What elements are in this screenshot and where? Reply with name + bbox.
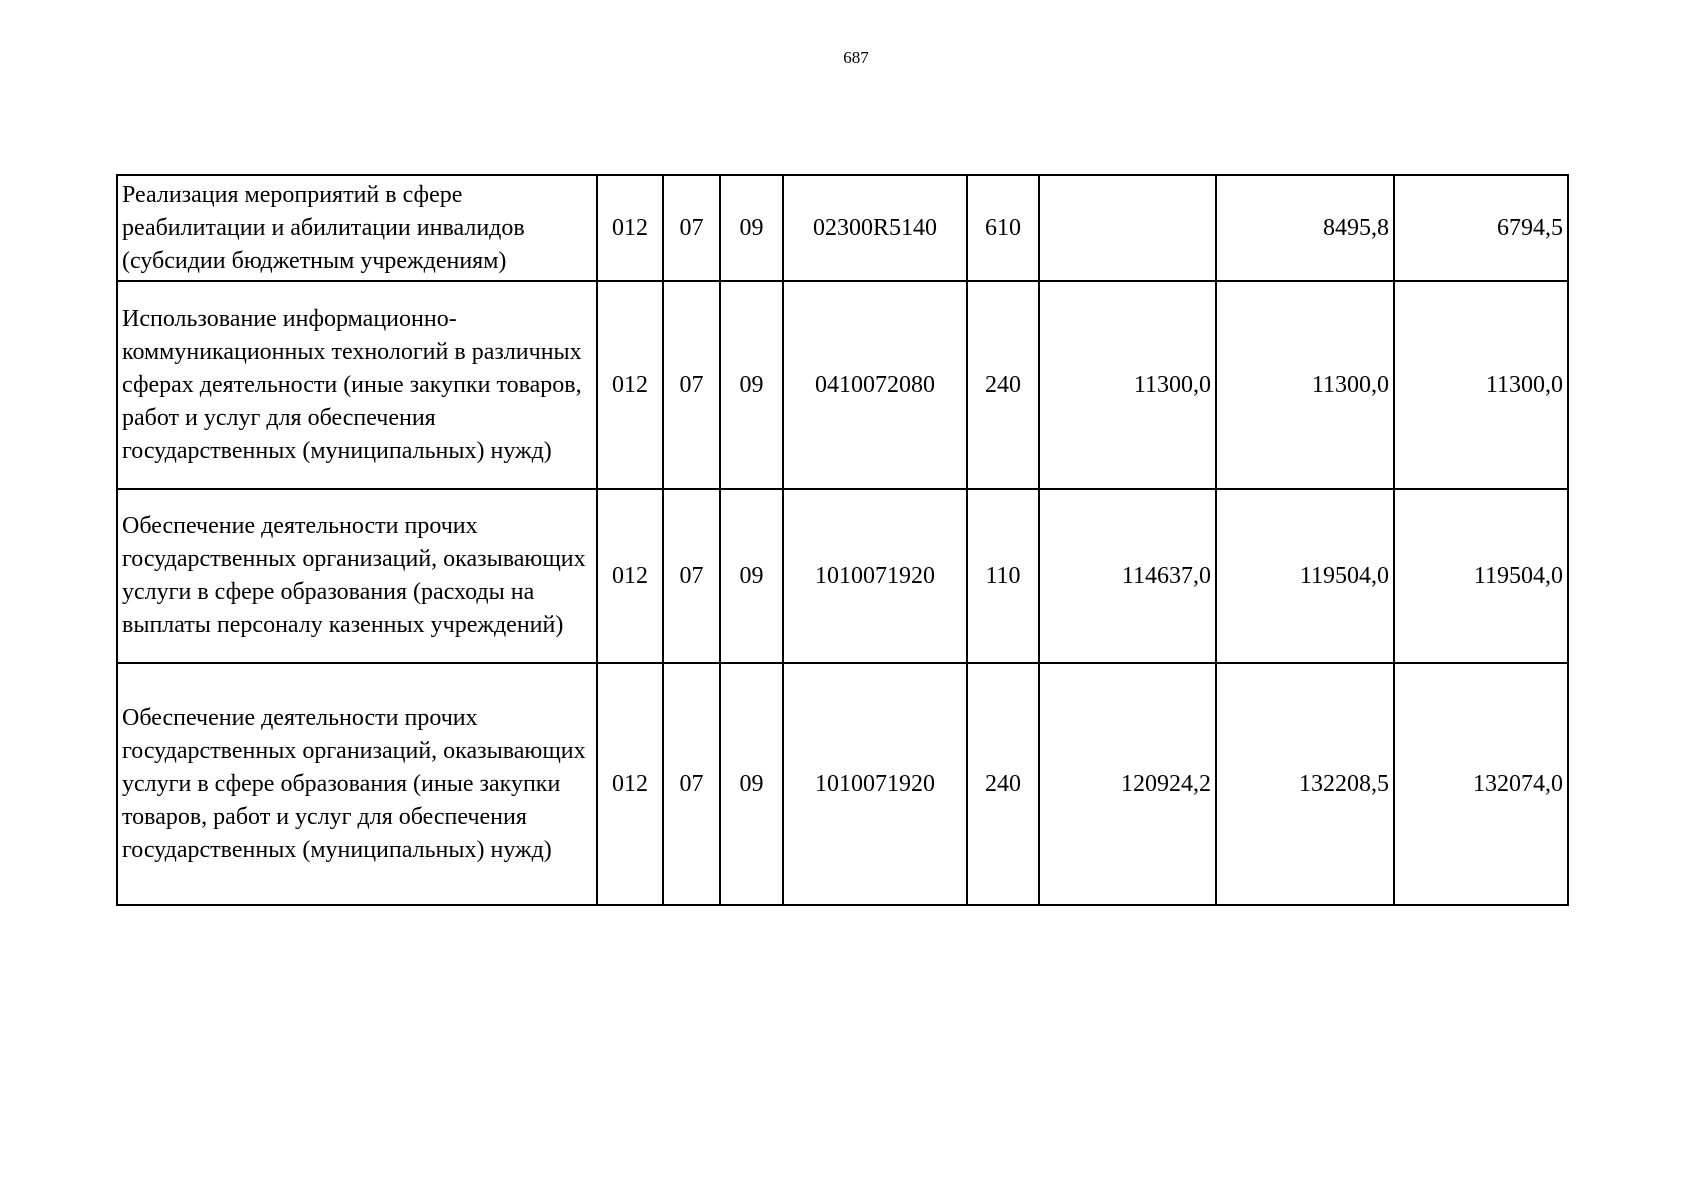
cell-name: Использование информационно-коммуникационных технологий в различных сферах деятельности (иные закупки товаров, работ и услуг для обеспечения государственных (муниципальных) нужд) [117, 281, 597, 489]
cell-expense-type: 240 [967, 663, 1039, 905]
cell-ministry-code: 012 [597, 489, 663, 663]
cell-amount-1: 114637,0 [1039, 489, 1216, 663]
cell-target-article: 0410072080 [783, 281, 967, 489]
cell-section-code: 07 [663, 489, 720, 663]
cell-amount-1 [1039, 175, 1216, 281]
cell-expense-type: 110 [967, 489, 1039, 663]
page-number: 687 [843, 48, 869, 67]
cell-amount-3: 119504,0 [1394, 489, 1568, 663]
cell-section-code: 07 [663, 663, 720, 905]
cell-target-article: 1010071920 [783, 489, 967, 663]
cell-expense-type: 240 [967, 281, 1039, 489]
cell-subsection-code: 09 [720, 175, 783, 281]
cell-amount-1: 11300,0 [1039, 281, 1216, 489]
cell-name: Обеспечение деятельности прочих государственных организаций, оказывающих услуги в сфере образования (расходы на выплаты персоналу казенных учреждений) [117, 489, 597, 663]
cell-amount-3: 132074,0 [1394, 663, 1568, 905]
table-row [117, 175, 1568, 281]
budget-table [116, 174, 1569, 906]
cell-amount-2: 11300,0 [1216, 281, 1394, 489]
cell-amount-1: 120924,2 [1039, 663, 1216, 905]
cell-subsection-code: 09 [720, 663, 783, 905]
cell-amount-2: 119504,0 [1216, 489, 1394, 663]
table-row [117, 663, 1568, 905]
cell-ministry-code: 012 [597, 281, 663, 489]
cell-target-article: 1010071920 [783, 663, 967, 905]
cell-ministry-code: 012 [597, 663, 663, 905]
cell-ministry-code: 012 [597, 175, 663, 281]
cell-section-code: 07 [663, 281, 720, 489]
cell-expense-type: 610 [967, 175, 1039, 281]
cell-section-code: 07 [663, 175, 720, 281]
cell-subsection-code: 09 [720, 489, 783, 663]
cell-amount-2: 132208,5 [1216, 663, 1394, 905]
table-row [117, 489, 1568, 663]
cell-subsection-code: 09 [720, 281, 783, 489]
cell-name: Обеспечение деятельности прочих государственных организаций, оказывающих услуги в сфере образования (иные закупки товаров, работ и услуг для обеспечения государственных (муниципальных) нужд) [117, 663, 597, 905]
table-row [117, 281, 1568, 489]
cell-target-article: 02300R5140 [783, 175, 967, 281]
cell-amount-2: 8495,8 [1216, 175, 1394, 281]
cell-amount-3: 6794,5 [1394, 175, 1568, 281]
cell-name: Реализация мероприятий в сфере реабилитации и абилитации инвалидов (субсидии бюджетным учреждениям) [117, 175, 597, 281]
cell-amount-3: 11300,0 [1394, 281, 1568, 489]
